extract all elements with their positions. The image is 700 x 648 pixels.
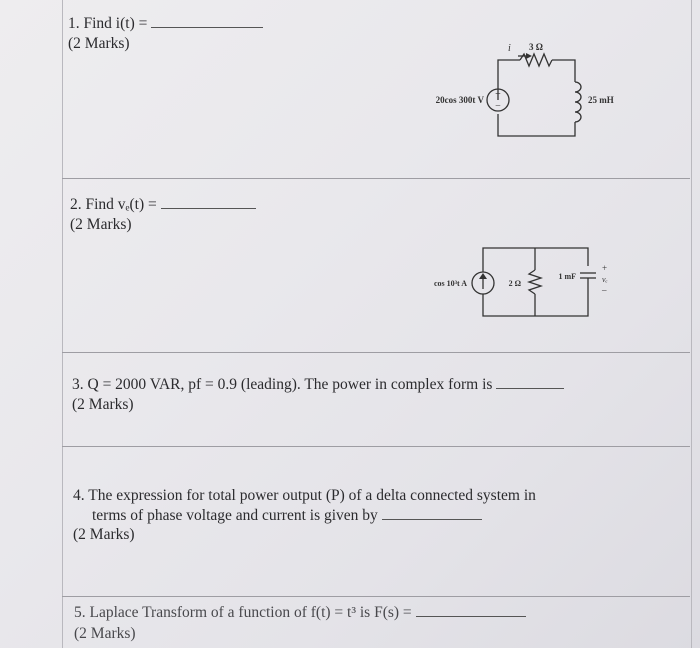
inductor-label: 25 mH [588, 95, 614, 105]
question-1 [68, 14, 263, 33]
current-source-label: cos 10³t A [433, 279, 467, 288]
circuit-1-diagram [420, 40, 640, 145]
circuit-2-diagram [410, 242, 640, 322]
svg-text:−: − [495, 101, 501, 112]
divider-bottom [62, 596, 690, 597]
question-1-text: 1. Find i(t) = [68, 15, 148, 32]
question-4-text: 4. The expression for total power output (P) of a delta connected system in [73, 487, 536, 504]
question-4-marks: (2 Marks) [73, 526, 135, 543]
question-4 [73, 486, 536, 505]
resistor-label: 3 Ω [529, 42, 543, 52]
question-3 [72, 375, 564, 394]
question-5-text: 5. Laplace Transform of a function of f(t) = t³ is F(s) = [74, 604, 412, 621]
source-label: 20cos 300t V [435, 95, 484, 105]
question-3-text: 3. Q = 2000 VAR, pf = 0.9 (leading). The power in complex form is [72, 376, 493, 393]
question-4-answer-blank[interactable] [382, 507, 482, 520]
question-5 [74, 603, 526, 622]
question-2-marks: (2 Marks) [70, 216, 132, 233]
divider-middle [62, 352, 690, 353]
question-5-answer-blank[interactable] [416, 604, 526, 617]
question-4-line2 [92, 506, 482, 525]
question-1-answer-blank[interactable] [151, 15, 263, 28]
capacitor-label: 1 mF [558, 272, 576, 281]
divider-lower [62, 446, 690, 447]
question-3-answer-blank[interactable] [496, 376, 564, 389]
vc-label: vₑ [602, 275, 608, 284]
vc-plus: + [602, 263, 608, 273]
inductor-25mh-symbol [575, 82, 581, 122]
question-3-marks: (2 Marks) [72, 396, 134, 413]
question-4-text2: terms of phase voltage and current is given by [92, 507, 378, 524]
question-2 [70, 195, 256, 214]
current-label: i [508, 43, 511, 54]
resistor-2-ohm-symbol [529, 270, 541, 294]
resistor-2-label: 2 Ω [508, 279, 521, 288]
svg-text:+: + [495, 89, 501, 100]
question-2-answer-blank[interactable] [161, 196, 256, 209]
divider-top [62, 178, 690, 179]
question-1-marks: (2 Marks) [68, 35, 130, 52]
question-5-marks: (2 Marks) [74, 625, 136, 642]
vc-minus: – [602, 285, 607, 295]
question-2-text: 2. Find vₑ(t) = [70, 196, 157, 213]
